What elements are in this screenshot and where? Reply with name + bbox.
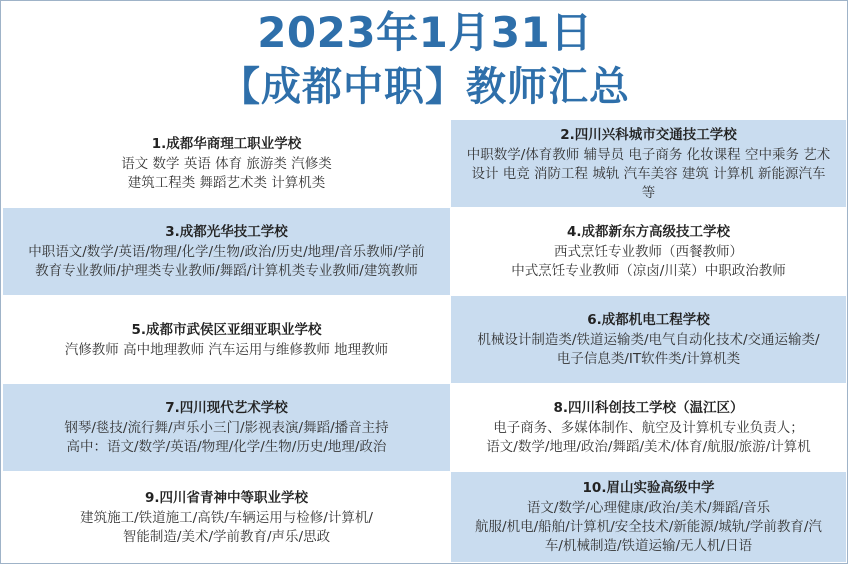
school-name: 7.四川现代艺术学校: [165, 400, 288, 416]
school-name: 1.成都华商理工职业学校: [151, 136, 302, 152]
subject-line: 中式烹饪专业教师（凉卤/川菜）中职政治教师: [511, 263, 786, 279]
school-name: 2.四川兴科城市交通技工学校: [560, 126, 737, 143]
school-cell-4: [451, 208, 847, 296]
school-cell-8: [451, 384, 847, 472]
subject-line: 西式烹饪专业教师（西餐教师）: [554, 244, 743, 260]
school-cell-2: [451, 120, 847, 208]
subject-line: 语文/数学/心理健康/政治/美术/舞蹈/音乐: [526, 500, 771, 516]
subject-line: 汽修教师 高中地理教师 汽车运用与维修教师 地理教师: [64, 341, 389, 358]
subject-line: 钢琴/毯技/流行舞/声乐小三门/影视表演/舞蹈/播音主持: [64, 420, 389, 436]
subject-line: 建筑施工/铁道施工/高铁/车辆运用与检修/计算机/: [80, 509, 373, 526]
school-cell-9: [3, 472, 451, 563]
school-name: 10.眉山实验高级中学: [582, 480, 715, 496]
subject-line: 语文 数学 英语 体育 旅游类 汽修类: [121, 156, 332, 172]
title-date: 2023年1月31日: [257, 8, 593, 57]
school-name: 5.成都市武侯区亚细亚职业学校: [131, 321, 322, 338]
school-grid: [3, 120, 847, 563]
subject-line: 建筑工程类 舞蹈艺术类 计算机类: [127, 175, 326, 191]
subject-line: 机械设计制造类/铁道运输类/电气自动化技术/交通运输类/: [477, 332, 820, 348]
header: [0, 0, 850, 118]
school-cell-1: [3, 120, 451, 208]
subject-line: 语文/数学/地理/政治/舞蹈/美术/体育/航服/旅游/计算机: [486, 439, 811, 455]
subject-line: 中职语文/数学/英语/物理/化学/生物/政治/历史/地理/音乐教师/学前: [28, 244, 425, 260]
subject-line: 教育专业教师/护理类专业教师/舞蹈/计算机类专业教师/建筑教师: [35, 263, 418, 279]
subject-line: 车/机械制造/铁道运输/无人机/日语: [544, 538, 753, 554]
subject-line: 设计 电竞 消防工程 城轨 汽车美容 建筑 计算机 新能源汽车: [471, 165, 826, 182]
title-main: 【成都中职】教师汇总: [220, 64, 630, 110]
school-cell-6: [451, 296, 847, 384]
subject-line: 电子信息类/IT软件类/计算机类: [556, 351, 741, 367]
school-cell-5: [3, 296, 451, 384]
subject-line: 航服/机电/船舶/计算机/安全技术/新能源/城轨/学前教育/汽: [475, 519, 822, 535]
school-name: 4.成都新东方高级技工学校: [566, 224, 731, 240]
subject-line: 中职数学/体育教师 辅导员 电子商务 化妆课程 空中乘务 艺术: [466, 146, 831, 163]
subject-line: 智能制造/美术/学前教育/声乐/思政: [122, 528, 331, 545]
school-name: 8.四川科创技工学校（温江区）: [553, 400, 744, 416]
school-cell-10: [451, 472, 847, 563]
school-name: 6.成都机电工程学校: [587, 312, 710, 328]
subject-line: 高中：语文/数学/英语/物理/化学/生物/历史/地理/政治: [66, 439, 387, 455]
subject-line: 电子商务、多媒体制作、航空及计算机专业负责人；: [493, 420, 804, 436]
school-cell-3: [3, 208, 451, 296]
school-name: 9.四川省青神中等职业学校: [144, 489, 309, 506]
subject-line: 等: [641, 184, 656, 201]
school-name: 3.成都光华技工学校: [165, 224, 288, 240]
school-cell-7: [3, 384, 451, 472]
